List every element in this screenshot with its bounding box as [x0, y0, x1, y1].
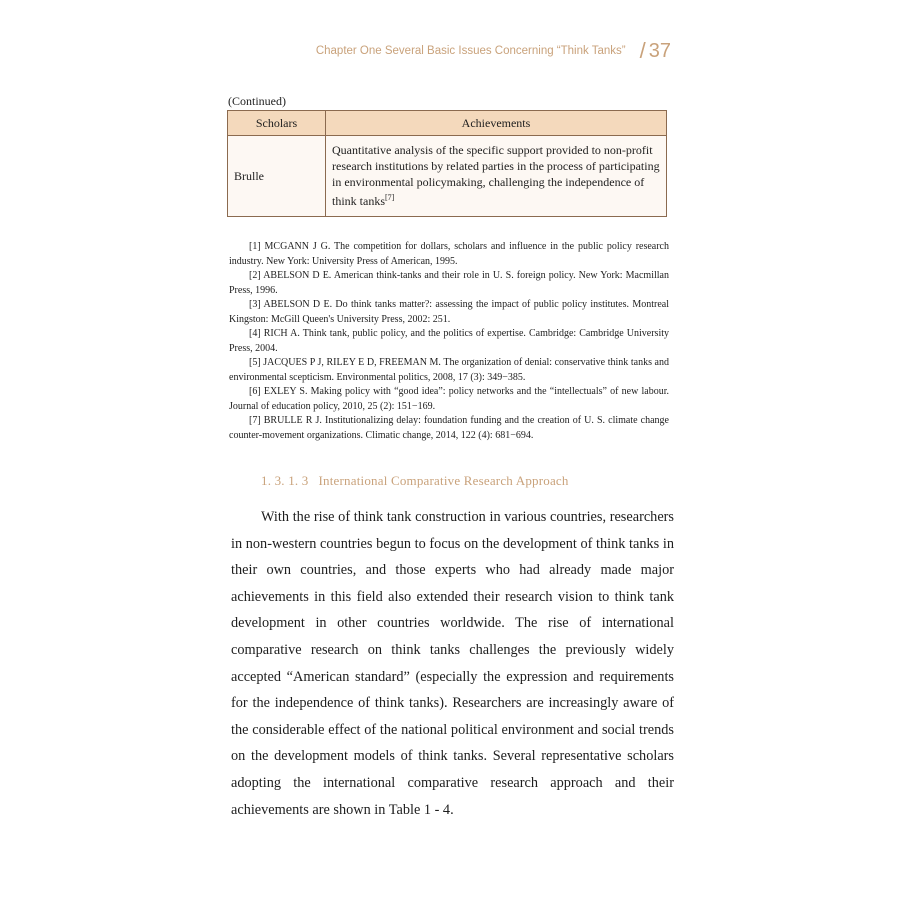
column-header-achievements: Achievements [326, 111, 667, 136]
body-paragraph: With the rise of think tank construction in various countries, researchers in non-western countries begun to focus on the development of think tanks in their own countries, and those experts who had already made major achievements in this field also extended their research vision to think tank development in other countries worldwide. The rise of international comparative research on think tanks challenges the previously widely accepted “American standard” (especially the expression and requirements for the independence of think tanks). Researchers are increasingly aware of the considerable effect of the national political environment and social trends on the development models of think tanks. Several representative scholars adopting the international comparative research approach and their achievements are shown in Table 1 - 4. [231, 509, 674, 818]
scholar-cell: Brulle [228, 136, 326, 217]
table-continued-label: (Continued) [228, 94, 286, 108]
scholars-table [227, 110, 667, 217]
reference-2: [2] ABELSON D E. American think-tanks and their role in U. S. foreign policy. New York: Macmillan Press, 1996. [229, 270, 669, 296]
chapter-title: Chapter One Several Basic Issues Concerning “Think Tanks” [315, 45, 626, 57]
reference-1: [1] MCGANN J G. The competition for dollars, scholars and influence in the public policy research industry. New York: University Press of American, 1995. [229, 241, 669, 267]
table-row [228, 136, 667, 217]
achievement-text: Quantitative analysis of the specific support provided to non-profit research institutions by related parties in the process of participating in environmental policymaking, challenging the independence of think tanks [332, 143, 660, 208]
body-text [231, 504, 674, 823]
section-heading [261, 473, 569, 489]
table-header-row [228, 111, 667, 136]
reference-5: [5] JACQUES P J, RILEY E D, FREEMAN M. The organization of denial: conservative think tanks and environmental scepticism. Environmental politics, 2008, 17 (3): 349−385. [229, 357, 669, 383]
section-number: 1. 3. 1. 3 [261, 473, 309, 488]
running-header [0, 38, 671, 64]
citation-marker: [7] [385, 193, 395, 202]
section-title: International Comparative Research Approach [318, 473, 569, 488]
column-header-scholars: Scholars [228, 111, 326, 136]
achievement-cell [326, 136, 667, 217]
reference-6: [6] EXLEY S. Making policy with “good idea”: policy networks and the “intellectuals” of new labour. Journal of education policy, 2010, 25 (2): 151−169. [229, 386, 669, 412]
page-number: 37 [648, 39, 671, 62]
reference-4: [4] RICH A. Think tank, public policy, and the politics of expertise. Cambridge: Cambridge University Press, 2004. [229, 328, 669, 354]
reference-3: [3] ABELSON D E. Do think tanks matter?: assessing the impact of public policy institutes. Montreal Kingston: McGill Queen's University Press, 2002: 251. [229, 299, 669, 325]
reference-list [229, 240, 669, 443]
header-slash: / [639, 38, 646, 63]
reference-7: [7] BRULLE R J. Institutionalizing delay: foundation funding and the creation of U. S. climate change counter-movement organizations. Climatic change, 2014, 122 (4): 681−694. [229, 415, 669, 441]
